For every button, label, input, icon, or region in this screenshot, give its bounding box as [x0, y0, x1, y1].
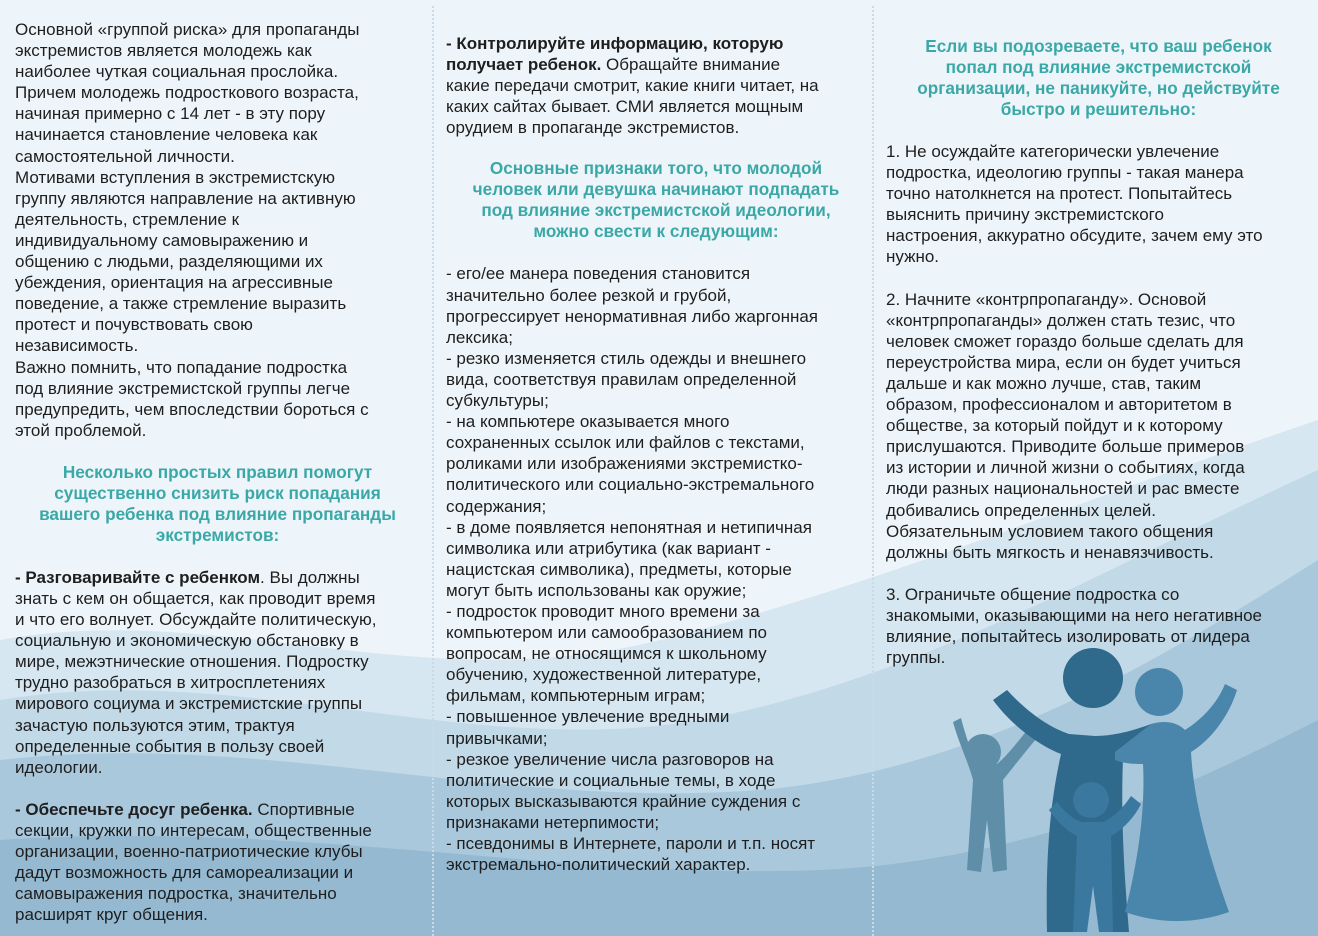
column-left	[15, 19, 420, 925]
signs-heading: Основные признаки того, что молодой человек или девушка начинают подпадать под влияние экстремистской идеологии, можно свести к следующим:	[472, 158, 840, 242]
family-icon	[945, 640, 1245, 936]
mother-figure	[1115, 668, 1237, 921]
control-paragraph: - Контролируйте информацию, которую получает ребенок. Обращайте внимание какие передачи смотрит, какие книги читает, на каких сайтах бывает. СМИ является мощным орудием в пропаганде экстремистов.	[446, 34, 819, 138]
intro-paragraph: Основной «группой риска» для пропаганды экстремистов является молодежь как наиболее чуткая социальная прослойка. Причем молодежь подросткового возраста, начиная примерно с 14 лет - в эту пору начинается становление человека как самостоятельной личности. Мотивами вступления в экстремистскую группу являются направление на активную деятельность, стремление к индивидуальному самовыражению и общению с людьми, разделяющими их убеждения, ориентация на агрессивные поведение, а также стремление выразить протест и почувствовать свою независимость. Важно помнить, что попадание подростка под влияние экстремистской группы легче предупредить, чем впоследствии бороться с этой проблемой.	[15, 20, 369, 440]
column-middle	[446, 33, 866, 875]
advice-item-1: 1. Не осуждайте категорически увлечение подростка, идеологию группы - такая манера точно натолкнется на протест. Попытайтесь выяснить причину экстремистского настроения, аккуратно обсудите, зачем ему это нужно.	[886, 142, 1263, 267]
talk-paragraph: - Разговаривайте с ребенком. Вы должны знать с кем он общается, как проводит время и что его волнует. Обсуждайте политическую, социальную и экономическую обстановку в мире, межэтнические отношения. Подростку трудно разобраться в хитросплетениях мирового социума и экстремистские группы зачастую пользуются этим, трактуя определенные события в пользу своей идеологии.	[15, 567, 377, 777]
suspect-heading: Если вы подозреваете, что ваш ребенок попал под влияние экстремистской организации, не паникуйте, но действуйте быстро и решительно:	[917, 36, 1280, 119]
fold-line-1	[432, 6, 434, 936]
column-right	[886, 36, 1311, 668]
leisure-paragraph: - Обеспечьте досуг ребенка. Спортивные секции, кружки по интересам, общественные организации, военно-патриотические клубы дадут возможность для самореализации и самовыражения подростка, значительно расширят круг общения.	[15, 799, 372, 925]
fold-line-2	[872, 6, 874, 936]
child-left-figure	[953, 718, 1037, 872]
advice-item-2: 2. Начните «контрпропаганду». Основой «контрпропаганды» должен стать тезис, что человек сможет гораздо больше сделать для переустройства мира, если он будет учиться дальше и как можно лучше, став, таким образом, профессионалом и авторитетом в обществе, за который пойдут и к которому прислушаются. Приводите больше примеров из истории и личной жизни о событиях, когда люди разных национальностей и рас вместе добивались определенных целей. Обязательным условием такого общения должны быть мягкость и ненавязчивость.	[886, 289, 1245, 562]
advice-item-3: 3. Ограничьте общение подростка со знакомыми, оказывающими на него негативное влияние, попытайтесь изолировать от лидера группы.	[886, 584, 1263, 668]
signs-list: - его/ее манера поведения становится значительно более резкой и грубой, прогрессирует ненормативная либо жаргонная лексика; - резко изменяется стиль одежды и внешнего вида, соответствуя правилам определенной субкультуры; - на компьютере оказывается много сохраненных ссылок или файлов с текстами, роликами или изображениями экстремистко- политического или социально-экстремального содержания; - в доме появляется непонятная и нетипичная символика или атрибутика (как вариант - нацистская символика), предметы, которые могут быть использованы как оружие; - подросток проводит много времени за компьютером или самообразованием по вопросам, не относящимся к школьному обучению, художественной литературе, фильмам, компьютерным играм; - повышенное увлечение вредными привычками; - резкое увеличение числа разговоров на политические и социальные темы, в ходе которых высказываются крайние суждения с признаками нетерпимости; - псевдонимы в Интернете, пароли и т.п. носят экстремально-политический характер.	[446, 264, 819, 875]
rules-heading: Несколько простых правил помогут существенно снизить риск попадания вашего ребенка под влияние пропаганды экстремистов:	[39, 461, 396, 545]
